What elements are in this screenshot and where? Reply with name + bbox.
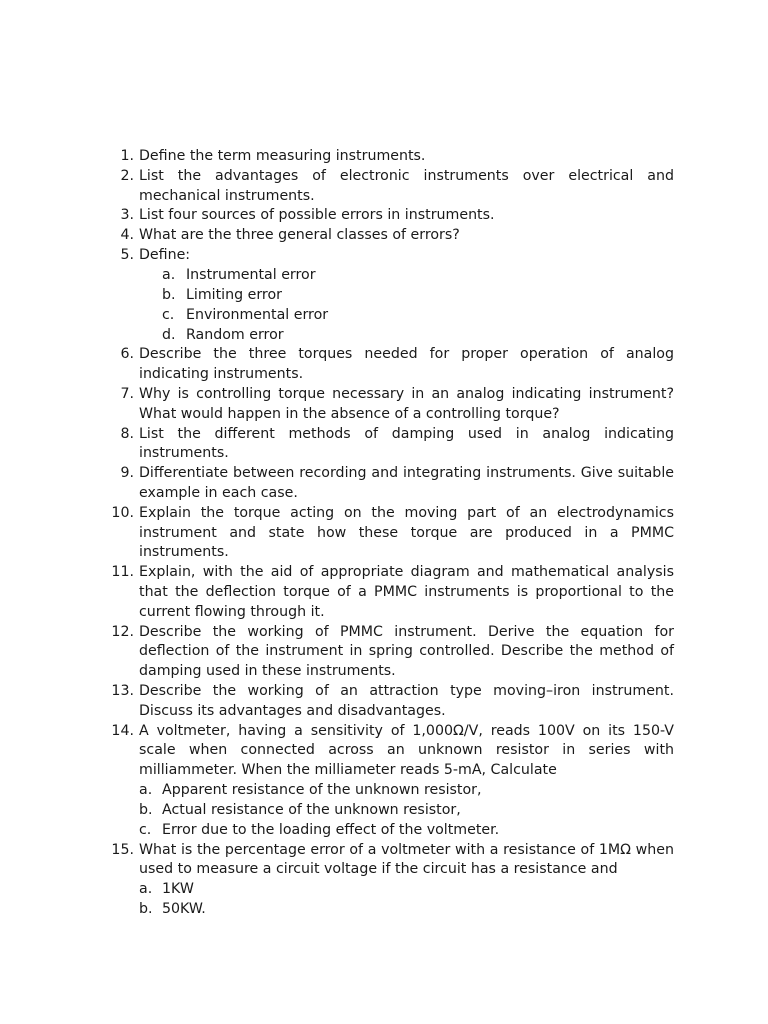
question-text: What are the three general classes of errors? xyxy=(139,227,460,244)
question-text: List four sources of possible errors in instruments. xyxy=(139,207,495,224)
question-number: 14. xyxy=(111,722,134,739)
question-text: List the different methods of damping used in analog indicating instruments. xyxy=(139,425,674,462)
question-item xyxy=(106,464,674,504)
question-item xyxy=(106,147,674,167)
question-number: 5. xyxy=(120,246,134,263)
sub-item-text: Actual resistance of the unknown resistor, xyxy=(162,801,461,818)
question-number: 9. xyxy=(120,465,134,482)
sub-item xyxy=(139,821,674,841)
question-number: 3. xyxy=(120,207,134,224)
question-list xyxy=(106,147,674,920)
question-number: 10. xyxy=(111,504,134,521)
question-item xyxy=(106,425,674,465)
sub-item-letter: a. xyxy=(139,781,153,798)
sub-item-text: Instrumental error xyxy=(186,266,316,283)
question-item xyxy=(106,563,674,622)
question-text: Explain the torque acting on the moving part of an electrodynamics instrument and state how these torque are produced in a PMMC instruments. xyxy=(139,504,674,561)
question-item xyxy=(106,623,674,682)
question-number: 8. xyxy=(120,425,134,442)
sub-item xyxy=(139,880,674,900)
question-item xyxy=(106,345,674,385)
question-text: Differentiate between recording and integrating instruments. Give suitable example in each case. xyxy=(139,465,674,501)
sub-item-text: Error due to the loading effect of the voltmeter. xyxy=(162,821,500,838)
question-text: Describe the working of an attraction type moving–iron instrument. Discuss its advantages and disadvantages. xyxy=(139,682,674,719)
sub-item-text: 50KW. xyxy=(162,901,206,918)
sub-item-letter: a. xyxy=(162,266,176,283)
question-number: 2. xyxy=(120,167,134,184)
question-text: What is the percentage error of a voltmeter with a resistance of 1MΩ when used to measure a circuit voltage if the circuit has a resistance and xyxy=(139,841,674,878)
question-text: List the advantages of electronic instruments over electrical and mechanical instruments. xyxy=(139,167,674,204)
question-text: Why is controlling torque necessary in an analog indicating instrument? What would happen in the absence of a controlling torque? xyxy=(139,386,674,422)
sub-item-letter: a. xyxy=(139,881,153,898)
question-item xyxy=(106,246,674,345)
question-text: Define the term measuring instruments. xyxy=(139,148,426,164)
sub-item xyxy=(139,306,674,326)
question-number: 13. xyxy=(111,682,134,699)
question-number: 4. xyxy=(120,227,134,244)
sub-item-letter: b. xyxy=(139,901,153,918)
question-number: 11. xyxy=(111,564,134,581)
sub-item xyxy=(139,801,674,821)
sub-item xyxy=(139,781,674,801)
sub-item xyxy=(139,286,674,306)
question-item xyxy=(106,682,674,722)
sub-item xyxy=(139,900,674,920)
question-item xyxy=(106,722,674,841)
sub-item-text: Environmental error xyxy=(186,306,329,323)
question-text: Describe the three torques needed for proper operation of analog indicating instruments. xyxy=(139,346,674,383)
sub-item-text: Apparent resistance of the unknown resistor, xyxy=(162,781,482,798)
sub-item-text: Limiting error xyxy=(186,286,282,303)
question-text: A voltmeter, having a sensitivity of 1,000Ω/V, reads 100V on its 150-V scale when connected across an unknown resistor in series with milliammeter. When the milliameter reads 5-mA, Calculate xyxy=(139,722,674,779)
sub-item-text: 1KW xyxy=(162,881,194,898)
question-item xyxy=(106,167,674,207)
question-item xyxy=(106,504,674,563)
question-number: 6. xyxy=(120,346,134,363)
question-text: Describe the working of PMMC instrument. Derive the equation for deflection of the instrument in spring controlled. Describe the method of damping used in these instruments. xyxy=(139,623,674,680)
sub-item-letter: b. xyxy=(162,286,176,303)
question-text: Explain, with the aid of appropriate diagram and mathematical analysis that the deflection torque of a PMMC instruments is proportional to the current flowing through it. xyxy=(139,564,674,620)
sub-item-letter: b. xyxy=(139,801,153,818)
sub-item-letter: d. xyxy=(162,326,176,343)
question-text: Define: xyxy=(139,246,191,263)
question-number: 7. xyxy=(120,386,134,402)
sub-item-letter: c. xyxy=(139,821,152,838)
sub-item xyxy=(139,266,674,286)
sub-item-text: Random error xyxy=(186,326,284,343)
sub-item xyxy=(139,326,674,346)
question-item xyxy=(106,206,674,226)
sub-item-letter: c. xyxy=(162,306,175,323)
question-number: 12. xyxy=(111,623,134,640)
question-number: 15. xyxy=(111,841,134,858)
question-number: 1. xyxy=(120,148,134,164)
question-item xyxy=(106,226,674,246)
question-item xyxy=(106,385,674,425)
question-item xyxy=(106,841,674,920)
